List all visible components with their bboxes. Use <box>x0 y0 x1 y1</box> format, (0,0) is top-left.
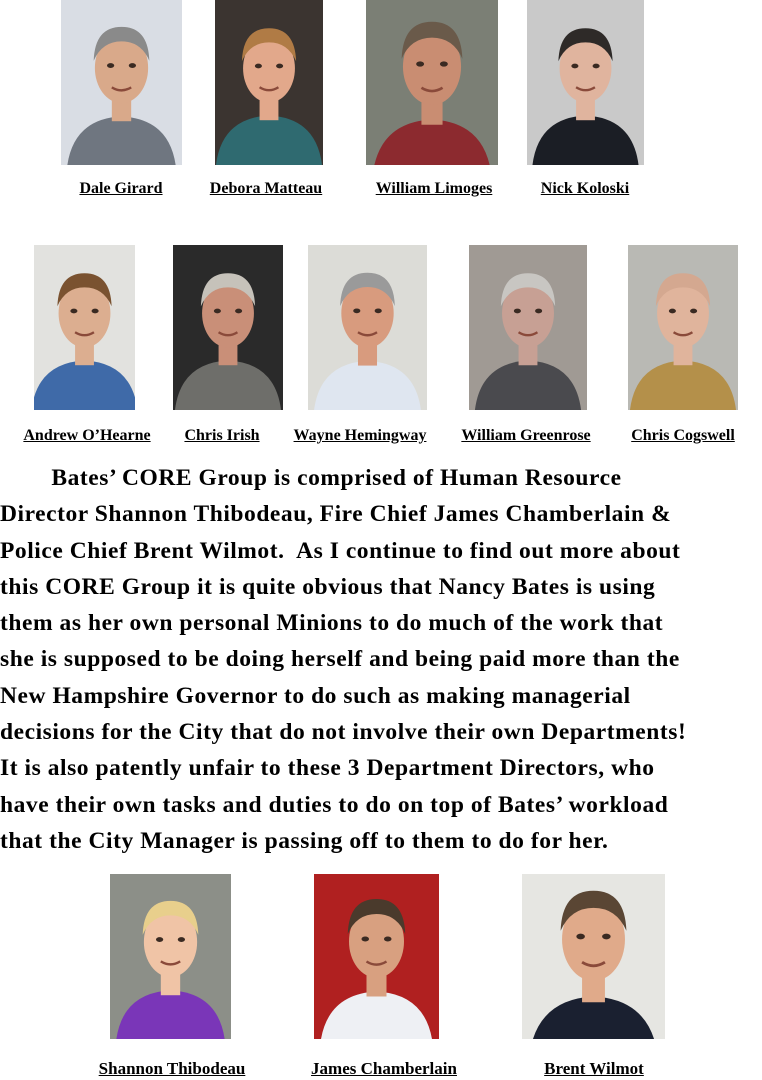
photo-chris-irish <box>173 245 283 410</box>
portrait-icon <box>34 245 135 410</box>
paragraph-line: Director Shannon Thibodeau, Fire Chief James Chamberlain & <box>0 501 672 528</box>
paragraph-line: Police Chief Brent Wilmot. As I continue to find out more about <box>0 537 681 564</box>
name-nick-koloski: Nick Koloski <box>540 180 630 197</box>
paragraph-line: Bates’ CORE Group is comprised of Human Resource <box>0 465 622 491</box>
name-william-limoges: William Limoges <box>375 180 493 197</box>
portrait-icon <box>173 245 283 410</box>
portrait-icon <box>366 0 498 165</box>
photo-nick-koloski <box>527 0 644 165</box>
photo-debora-matteau <box>215 0 323 165</box>
portrait-icon <box>628 245 738 410</box>
portrait-icon <box>215 0 323 165</box>
portrait-icon <box>314 874 439 1039</box>
paragraph-line: that the City Manager is passing off to them to do for her. <box>0 827 609 854</box>
photo-dale-girard <box>61 0 182 165</box>
name-brent-wilmot: Brent Wilmot <box>544 1059 644 1078</box>
paragraph-line: It is also patently unfair to these 3 Department Directors, who <box>0 755 655 782</box>
name-william-greenrose: William Greenrose <box>461 427 591 444</box>
portrait-icon <box>308 245 427 410</box>
photo-chris-cogswell <box>628 245 738 410</box>
photo-wayne-hemingway <box>308 245 427 410</box>
name-james-chamberlain: James Chamberlain <box>311 1059 457 1078</box>
name-shannon-thibodeau: Shannon Thibodeau <box>98 1059 246 1078</box>
photo-andrew-ohearne <box>34 245 135 410</box>
paragraph-line: them as her own personal Minions to do much of the work that <box>0 610 664 637</box>
paragraph-line: New Hampshire Governor to do such as making managerial <box>0 682 631 709</box>
name-chris-cogswell: Chris Cogswell <box>631 427 735 444</box>
portrait-icon <box>110 874 231 1039</box>
photo-william-limoges <box>366 0 498 165</box>
portrait-icon <box>61 0 182 165</box>
name-dale-girard: Dale Girard <box>79 180 163 197</box>
body-paragraph <box>0 460 762 859</box>
photo-shannon-thibodeau <box>110 874 231 1039</box>
name-wayne-hemingway: Wayne Hemingway <box>293 427 427 444</box>
paragraph-line: have their own tasks and duties to do on top of Bates’ workload <box>0 791 669 818</box>
photo-william-greenrose <box>469 245 587 410</box>
portrait-icon <box>522 874 665 1039</box>
name-chris-irish: Chris Irish <box>184 427 260 444</box>
photo-james-chamberlain <box>314 874 439 1039</box>
paragraph-line: she is supposed to be doing herself and being paid more than the <box>0 646 680 673</box>
portrait-icon <box>527 0 644 165</box>
portrait-icon <box>469 245 587 410</box>
name-andrew-ohearne: Andrew O’Hearne <box>23 427 151 444</box>
name-debora-matteau: Debora Matteau <box>209 180 323 197</box>
photo-brent-wilmot <box>522 874 665 1039</box>
paragraph-line: decisions for the City that do not involve their own Departments! <box>0 719 687 746</box>
paragraph-line: this CORE Group it is quite obvious that Nancy Bates is using <box>0 573 656 600</box>
